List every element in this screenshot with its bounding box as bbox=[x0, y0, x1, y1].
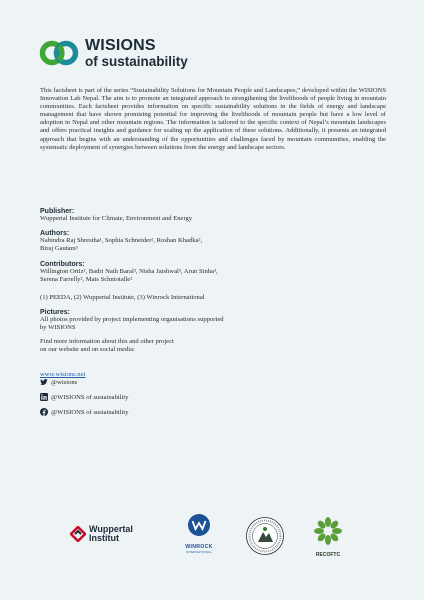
brand-name: WISIONS bbox=[85, 37, 156, 54]
recoftc-logo bbox=[308, 516, 348, 558]
website-link[interactable]: www.wisions.net bbox=[40, 371, 86, 378]
intro-paragraph: This factsheet is part of the series “Sustainability Solutions for Mountain People and Landscapes,” developed within the WISIONS Innovation Lab Nepal. The aim is to promote an integrated approach to strengthening the livelihoods of people living in mountain communities. Each factsheet provides information on specific sustainability solutions in the fields of energy and landscape management that have shown promising potential for improving the livelihoods of mountain people but have a low level of adoption in Nepal and other mountain regions. The information is tailored to the specific context of Nepal’s mountain landscapes and offers practical insights and guidance for scaling up the application of these solutions. Additionally, it presents an integrated approach that begins with an understanding of the opportunities and challenges faced by mountain communities, enabling the systematic deployment of synergies between solutions from the energy and landscape sectors. bbox=[40, 87, 386, 151]
contributors-line-1: Willington Ortiz², Badri Nath Baral³, Nisha Jaishwal³, Arun Sinha³, bbox=[40, 268, 218, 275]
recoftc-name: RECOFTC bbox=[315, 552, 341, 558]
affiliations-text: (1) PEEDA, (2) Wuppertal Institute, (3) Winrock International bbox=[40, 294, 205, 301]
linkedin-handle-text: @WISIONS of sustainability bbox=[51, 393, 129, 401]
contributors-line-2: Serena Farrelly², Mats Schniotalle² bbox=[40, 276, 133, 284]
twitter-handle[interactable] bbox=[40, 378, 386, 386]
linkedin-icon bbox=[40, 393, 48, 401]
authors-line-2: Biraj Gautam³ bbox=[40, 245, 78, 253]
linkedin-handle[interactable] bbox=[40, 393, 386, 401]
partner-logos bbox=[0, 510, 424, 570]
affiliations-section bbox=[40, 294, 386, 302]
wisions-logo bbox=[39, 38, 188, 69]
pictures-line-2: by WISIONS bbox=[40, 324, 76, 332]
more-info-line-2: on our website and on social media: bbox=[40, 346, 135, 354]
pictures-line-1: All photos provided by project implementing organisations supported bbox=[40, 316, 224, 323]
facebook-icon bbox=[40, 408, 48, 416]
pictures-section bbox=[40, 309, 386, 332]
publisher-label: Publisher: bbox=[40, 208, 75, 215]
wuppertal-name-line-1: Wuppertal bbox=[89, 524, 133, 534]
more-info-line-1: Find more information about this and other project bbox=[40, 338, 174, 345]
authors-section bbox=[40, 230, 386, 253]
authors-line-1: Nabindra Raj Shrestha¹, Sophia Schneider², Roshan Khadka², bbox=[40, 237, 203, 244]
contributors-label: Contributors: bbox=[40, 261, 85, 268]
facebook-handle-text: @WISIONS of sustainability bbox=[51, 408, 129, 416]
winrock-international-logo bbox=[178, 513, 220, 554]
winrock-name: WINROCK bbox=[185, 544, 213, 550]
facebook-handle[interactable] bbox=[40, 408, 386, 416]
brand-tagline: of sustainability bbox=[85, 54, 188, 69]
wisions-logo-mark-icon bbox=[39, 40, 79, 66]
publisher-section bbox=[40, 208, 386, 223]
peeda-seal-icon bbox=[245, 516, 285, 556]
publisher-text: Wuppertal Institute for Climate, Environment and Energy bbox=[40, 215, 193, 222]
authors-label: Authors: bbox=[40, 230, 70, 237]
wuppertal-mark-icon bbox=[70, 526, 86, 542]
twitter-icon bbox=[40, 378, 48, 386]
recoftc-leaf-icon bbox=[313, 516, 343, 546]
peeda-logo bbox=[245, 516, 285, 561]
pictures-label: Pictures: bbox=[40, 309, 70, 316]
twitter-handle-text: @wisions bbox=[51, 378, 78, 386]
wuppertal-name-line-2: Institut bbox=[89, 533, 119, 543]
winrock-subname: INTERNATIONAL bbox=[185, 550, 213, 554]
more-info-section bbox=[40, 338, 386, 354]
contributors-section bbox=[40, 261, 386, 284]
winrock-mark-icon bbox=[187, 513, 211, 537]
wuppertal-institut-logo bbox=[70, 525, 133, 543]
